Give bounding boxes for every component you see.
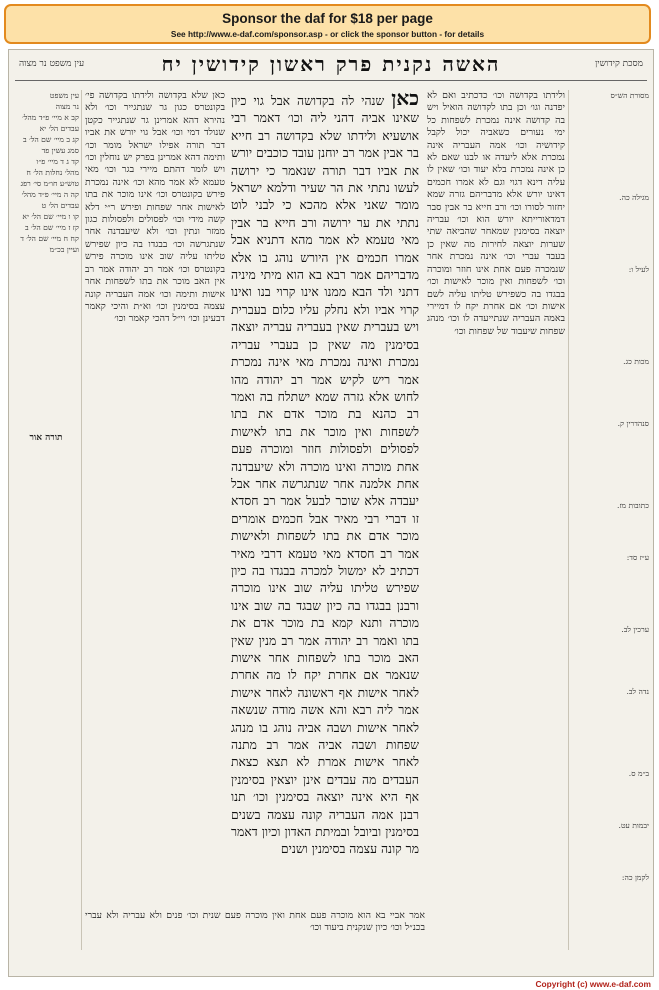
margin-line: עבדים הל׳ ט <box>41 201 79 210</box>
bottom-text: אמר אביי בא הוא מוכרה פעם אחת ואין מוכרה פעם שנית וכו׳ פנים ולא עבריה ולא עברי בכנ״ל וכו׳ כיון שנקנית ביעוד וכו׳ <box>85 910 425 934</box>
margin-line: מכות כג. <box>623 357 649 366</box>
margin-line: קח ח מיי׳ שם הל׳ ד <box>20 234 79 243</box>
bottom-commentary <box>85 910 425 950</box>
column-divider <box>81 90 82 950</box>
mesoret-hashas-margin <box>571 90 649 950</box>
rashi-text: ולידתו בקדושה וכו׳ כדכתיב ואם לא יפדנה וגו׳ וכן בתו לקדושה הואיל ויש בה קדושה אינה נמכרת לשפחות כל ימי נעורים כשאביה יכול לקבל קידושיה וכו׳ אמה העבריה אינה נמכרת אלא ליעדה או לבנו שאם לא כן אינה נמכרת בלא יעוד וכו׳ שאין לו עליה דינא דגוי וגם לא אמרו חכמים דאינו יורש אלא מדבריהם גזרה שמא יחזור לסורו וכו׳ ורב חייא בר אבין סבר דמדאורייתא יורש הוא וכו׳ עבריה יוצאה בסימנין שמאחר שהביאה שתי שערות יוצאה לחירות מה שאין כן בעבד עברי וכו׳ אינה נמכרת אחר שנמכרה פעם אחת אינו חוזר ומוכרה וכו׳ לשפחות ואין מוכר לאישות וכו׳ בבגדו בה כשפירש טליתו עליה לשם אישות וכו׳ אם אחרת יקח לו דמיירי באמה העבריה שנתייעדה לו וכו׳ מנהג שפחות שיעבוד של שפחות וכו׳ <box>427 90 565 337</box>
sponsor-banner[interactable] <box>4 4 651 44</box>
margin-line: קה ה מיי׳ פ״ד מהל׳ <box>21 190 79 199</box>
margin-line: נר מצוה <box>55 102 79 111</box>
tosafot-column <box>85 90 225 940</box>
copyright-link[interactable]: Copyright (c) www.e-daf.com <box>535 979 651 989</box>
margin-line: ב״מ ס. <box>628 769 649 778</box>
margin-line: לקמן כה: <box>621 873 649 882</box>
margin-line: קד ג ד מיי׳ פ״ו <box>36 157 79 166</box>
margin-line: קג ב מיי׳ שם הל׳ ב <box>23 135 79 144</box>
margin-line: טוש״ע חו״מ סי׳ רפג <box>20 179 79 188</box>
rashi-column <box>427 90 565 940</box>
margin-line: מגילה כה. <box>619 193 649 202</box>
gemara-text: שנהי לה בקדושה אבל גוי כיון שאינו אביה דהני ליה וכו׳ דאמר רבי אושעיא ולידתו שלא בקדושה רב חייא בר אבין אמר רב יוחנן עובד כוכבים יורש את אביו דבר תורה שנאמר כי ירושה לעשו נתתי את הר שעיר ודלמא ישראל מומר שאני אלא מהכא כי לבני לוט נתתי את ער ירושה ורב חייא בר אבין מאי טעמא לא אמר מהא דתניא אבל אמרו חכמים אין היורש נוהג בו אלא מדבריהם אמר רבא בא הוא מיתי מיניה דתני ולד הבא ממנו אינו קרוי בנו ואינו קרוי אביו ולא נחלק עליו כלום בעברית ויש בעברית שאין בעבריה עבריה יוצאה בסימנין מה שאין כן בעברי עבריה נמכרת ואינה נמכרת מאי אינה נמכרת אמר ריש לקיש אמר רב יהודה מהו לחוש אלא גזרה שמא ישתלח בה ואמר רב כהנא בת מוכר אדם את בתו לשפחות ואין מוכר את בתו לאישות לפסולים ולפסולות חוזר ומוכרה פעם אחת מוכרה ואינו מוכרה ולא שיעבדנה אחת אלמנה אחר שנתגרשה אחר אבל יעבדה אלא שוכר לבעל אמר רב חסדא זו דברי רבי מאיר אבל חכמים אומרים מוכר אדם את בתו לשפחות ולאישות אמר רב חסדא מאי טעמא דרבי מאיר דכתיב לא ימשול למכרה בבגדו בה כיון שפירש טליתו עליה שוב אינו מוכרה ורבנן בבגדו בה כיון שבגד בה שוב אינו מוכרה ותנא קמא בת מוכר אדם את בתו ואמר רב יהודה אמר רב מנין שאין האב מוכר בתו לשפחות אחר אישות שנאמר אם אחרת יקח לו מה אחרת לאחר אישות אף ראשונה לאחר אישות אמר ליה רבא והא אשה מודה שנשאה לאחר אישות ושבה אביה נוהג בו מנהג שפחות ושבה אביה אמר רב מתנה לאחר אישות אמרת לא תצא כצאת העבדים מה עבדים אינן יוצאין בסימנין אף היא אינה יוצאה בסימנין וכו׳ תנו רבנן אמה העבריה קונה עצמה בשנים בסימנין וביובל ובמיתת האדון וכיון דאמר מר קונה עצמה בסימנין ושנים <box>231 94 419 857</box>
column-divider <box>568 90 569 950</box>
margin-line: ע״ז סד: <box>626 553 649 562</box>
gemara-column <box>231 90 419 910</box>
margin-line: מסורת הש״ס <box>610 91 649 100</box>
ein-mishpat-margin <box>13 90 79 670</box>
masechet-header: מסכת קידושין <box>594 59 643 69</box>
margin-line: סנהדרין ק. <box>617 419 649 428</box>
margin-line: כתובות מז. <box>617 501 649 510</box>
margin-line: קז ז מיי׳ שם הל׳ ב <box>24 223 79 232</box>
margin-line: ערכין לב. <box>621 625 649 634</box>
sponsor-subtitle[interactable]: See http://www.e-daf.com/sponsor.asp - or click the sponsor button - for details <box>170 29 485 39</box>
margin-line: נדה לב. <box>626 687 649 696</box>
sponsor-title: Sponsor the daf for $18 per page <box>222 11 433 26</box>
ein-mishpat-header: עין משפט נר מצוה <box>19 59 85 69</box>
margin-line: עין משפט <box>49 91 79 100</box>
margin-line: יבמות עט. <box>618 821 649 830</box>
gemara-lead-word: כאן <box>391 90 419 110</box>
tosafot-text: כאן שלא בקדושה ולידתו בקדושה פי׳ בקונטרס כגון גר שנתגייר וכו׳ ולא נהירא דהא אמרינן גר שנתגייר כקטן שנולד דמי וכו׳ אבל גוי יורש את אביו דבר תורה אפילו ישראל מומר וכו׳ ותימה דהא אמרינן בפרק יש נוחלין וכו׳ ויש לומר דהתם מיירי בגר וכו׳ מאי טעמא לא אמר מהא וכו׳ אינה נמכרת פירש בקונטרס וכו׳ אינו מוכר את בתו לאישות אחר שפחות ופירש ר״י דלא קשה מידי וכו׳ לפסולים ולפסולות כגון ממזר ונתין וכו׳ ולא שיעבדנה אחר שנתגרשה וכו׳ בבגדו בה כיון שפירש טליתו עליה שוב אינו מוכרה פירש בקונטרס וכו׳ אמר רב יהודה אמר רב אין האב מוכר את בתו לשפחות אחר אישות ותימה וכו׳ אמה העבריה קונה עצמה בסימנין וכו׳ וא״ת והיכי קאמר דבעינן וכו׳ וי״ל דהכי קאמר וכו׳ <box>85 90 225 325</box>
margin-line: ועיין בכ״מ <box>49 245 79 254</box>
page-title: האשה נקנית פרק ראשון קידושין יח <box>161 52 501 76</box>
header-divider <box>15 80 647 81</box>
talmud-page <box>8 49 654 977</box>
margin-line: קב א מיי׳ פ״ד מהל׳ <box>22 113 79 122</box>
margin-line: קו ו מיי׳ שם הל׳ יא <box>22 212 79 221</box>
margin-line: עבדים הל׳ יא <box>39 124 79 133</box>
margin-line: סמג עשין פד <box>41 146 79 155</box>
torah-or-heading: תורה אור <box>29 433 63 443</box>
margin-line: לעיל ו: <box>628 265 649 274</box>
margin-line: מהל׳ נחלות הל׳ ח <box>26 168 79 177</box>
